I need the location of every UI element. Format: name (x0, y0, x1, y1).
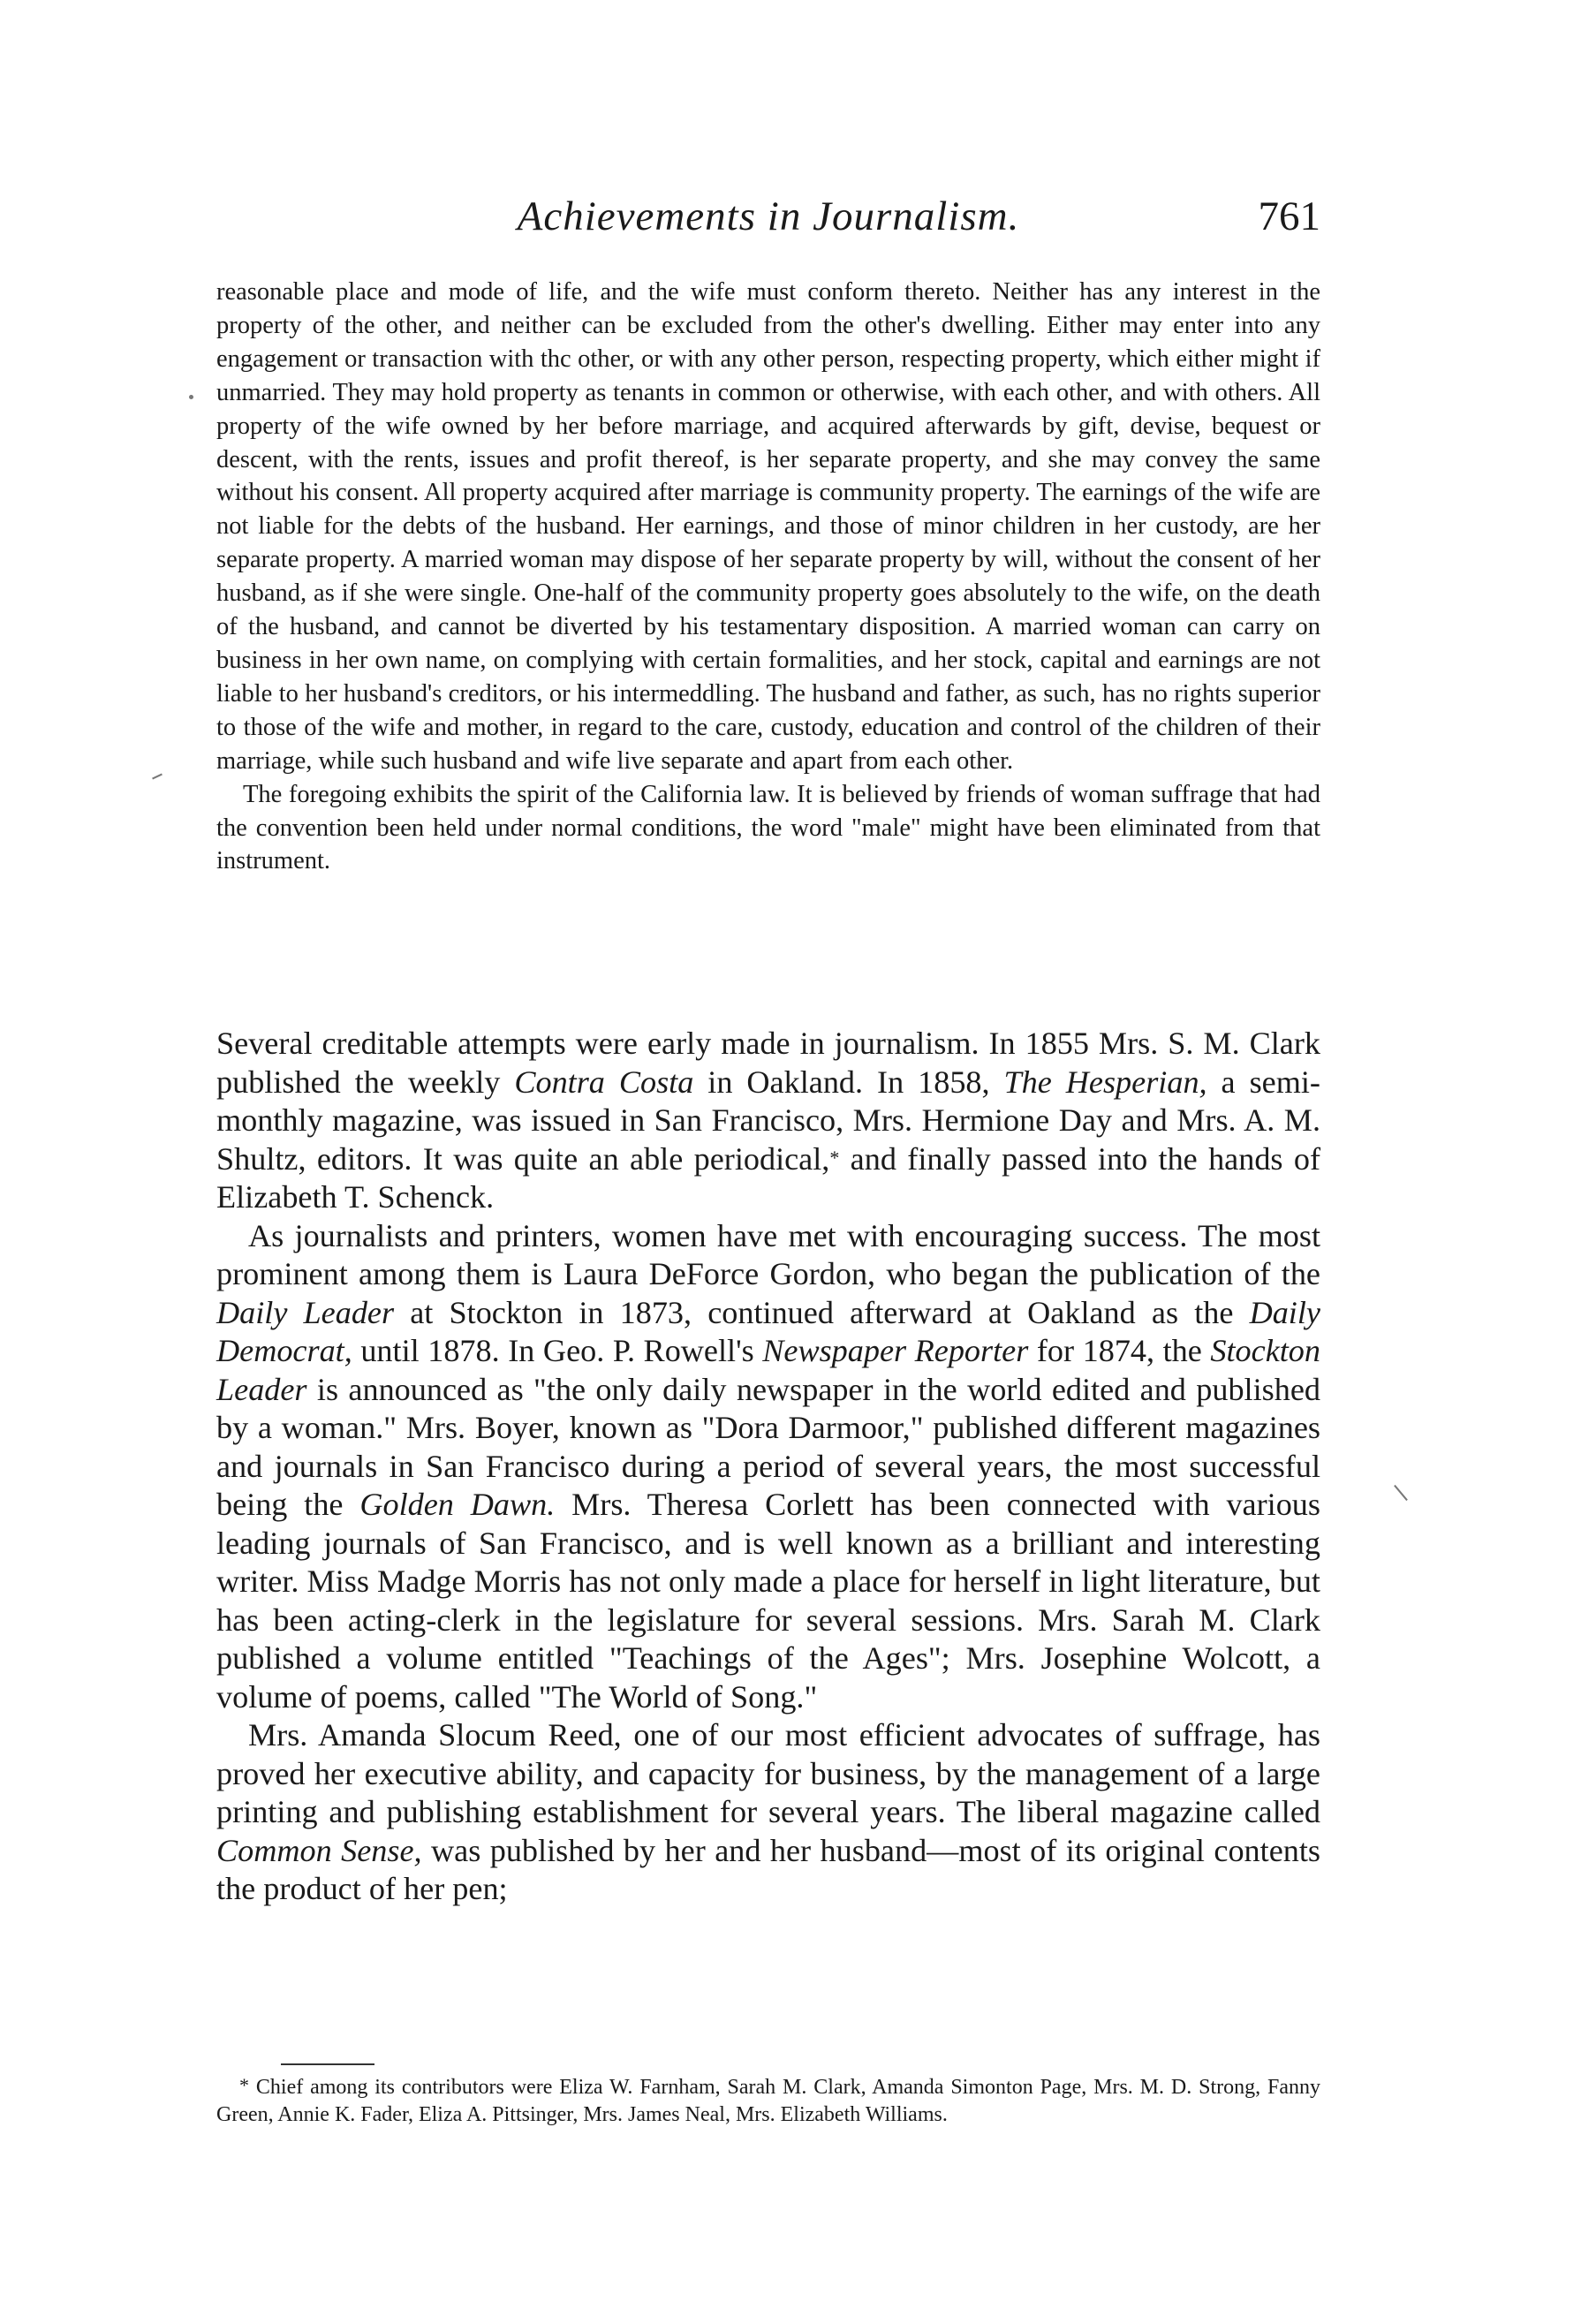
text-run: Several creditable attempts were early made in journalism. In 1855 Mrs. S. M. Clark published the weekly (216, 1026, 1320, 1100)
text-run: in Oakland. In 1858, (693, 1064, 1004, 1100)
text-run: was published by her and her husband—most of its original contents the product of her pen; (216, 1832, 1320, 1906)
text-run: for 1874, the (1028, 1333, 1211, 1368)
extract-paragraph: reasonable place and mode of life, and the wife must conform thereto. Neither has any interest in the property of the other, and neither can be excluded from the other's dwelling. Either may enter into any engagement or transaction with thc other, or with any other person, respecting property, which either might if unmarried. They may hold property as tenants in common or otherwise, with each other, and with others. All property of the wife owned by her before marriage, and acquired afterwards by gift, devise, bequest or descent, with the rents, issues and profit thereof, is her separate property, and she may convey the same without his consent. All property acquired after marriage is community property. The earnings of the wife are not liable for the debts of the husband. Her earnings, and those of minor children in her custody, are her separate property. A married woman may dispose of her separate property by will, without the consent of her husband, as if she were single. One-half of the community property goes absolutely to the wife, on the death of the husband, and cannot be diverted by his testamentary disposition. A married woman can carry on business in her own name, on complying with certain formalities, and her stock, capital and earnings are not liable to her husband's creditors, or his intermeddling. The husband and father, as such, has no rights superior to those of the wife and mother, in regard to the care, custody, education and control of the children of their marriage, while such husband and wife live separate and apart from each other. (216, 278, 1320, 775)
text-run: is announced as "the only daily newspaper in the world edited and published by a woman." Mrs. Boyer, known as "Dora Darmoor," published different magazines and journals in San Francisco during a period of several years, the most successful being the (216, 1371, 1320, 1522)
running-title: Achievements in Journalism. (517, 193, 1020, 239)
paragraph-early-journalism (216, 1025, 1320, 1217)
text-run: until 1878. In Geo. P. Rowell's (352, 1333, 763, 1368)
periodical-title: Stockton Leader (216, 1333, 1320, 1407)
text-run: at Stockton in 1873, continued afterward at Oakland as the (394, 1294, 1250, 1330)
footnote-mark: * (239, 2074, 249, 2096)
extract-paragraph: The foregoing exhibits the spirit of the California law. It is believed by friends of woman suffrage that had the convention been held under normal conditions, the word "male" might have been eliminated from that instrument. (216, 780, 1320, 875)
paragraph-journalists-printers (216, 1217, 1320, 1717)
periodical-title: Golden Dawn. (359, 1487, 556, 1522)
footnote-rule (281, 2063, 374, 2065)
periodical-title: Contra Costa (514, 1064, 694, 1100)
text-run: and finally passed into the hands of Elizabeth T. Schenck. (216, 1140, 1320, 1215)
footnote-text (216, 2074, 1320, 2128)
periodical-title: Newspaper Reporter (762, 1333, 1029, 1368)
margin-speck (1394, 1485, 1408, 1501)
text-run: Mrs. Theresa Corlett has been connected with various leading journals of San Francisco, and is well known as a brilliant and interesting writer. Miss Madge Morris has not only made a place for herself in light literature, but has been acting-clerk in the legislature for several sessions. Mrs. Sarah M. Clark published a volume entitled "Teachings of the Ages"; Mrs. Josephine Wolcott, a volume of poems, called "The World of Song." (216, 1487, 1320, 1715)
main-text (216, 1025, 1320, 1909)
text-run: As journalists and printers, women have met with encouraging success. The most prominent among them is Laura DeForce Gordon, who began the publication of the (216, 1217, 1320, 1291)
margin-speck (152, 774, 163, 780)
footnote-reference: * (829, 1146, 840, 1169)
footnote-body: Chief among its contributors were Eliza W. Farnham, Sarah M. Clark, Amanda Simonton Page, Mrs. M. D. Strong, Fanny Green, Annie K. Fader, Eliza A. Pittsinger, Mrs. James Neal, Mrs. Elizabeth Williams. (216, 2076, 1320, 2126)
law-extract (216, 276, 1320, 878)
paragraph-amanda-reed (216, 1716, 1320, 1909)
text-run: Mrs. Amanda Slocum Reed, one of our most efficient advocates of suffrage, has proved her executive ability, and capacity for business, by the management of a large printing and publishing establishment for several years. The liberal magazine called (216, 1717, 1320, 1829)
page-number: 761 (1258, 193, 1320, 239)
periodical-title: Daily Leader (216, 1294, 395, 1330)
periodical-title: Common Sense, (216, 1832, 422, 1868)
margin-speck (189, 395, 193, 399)
running-head (216, 193, 1320, 254)
periodical-title: Daily Democrat, (216, 1294, 1320, 1368)
footnote (216, 2074, 1320, 2128)
text-run: a semi-monthly magazine, was issued in San Francisco, Mrs. Hermione Day and Mrs. A. M. Shultz, editors. It was quite an able periodical, (216, 1064, 1320, 1177)
periodical-title: The Hesperian, (1003, 1064, 1207, 1100)
